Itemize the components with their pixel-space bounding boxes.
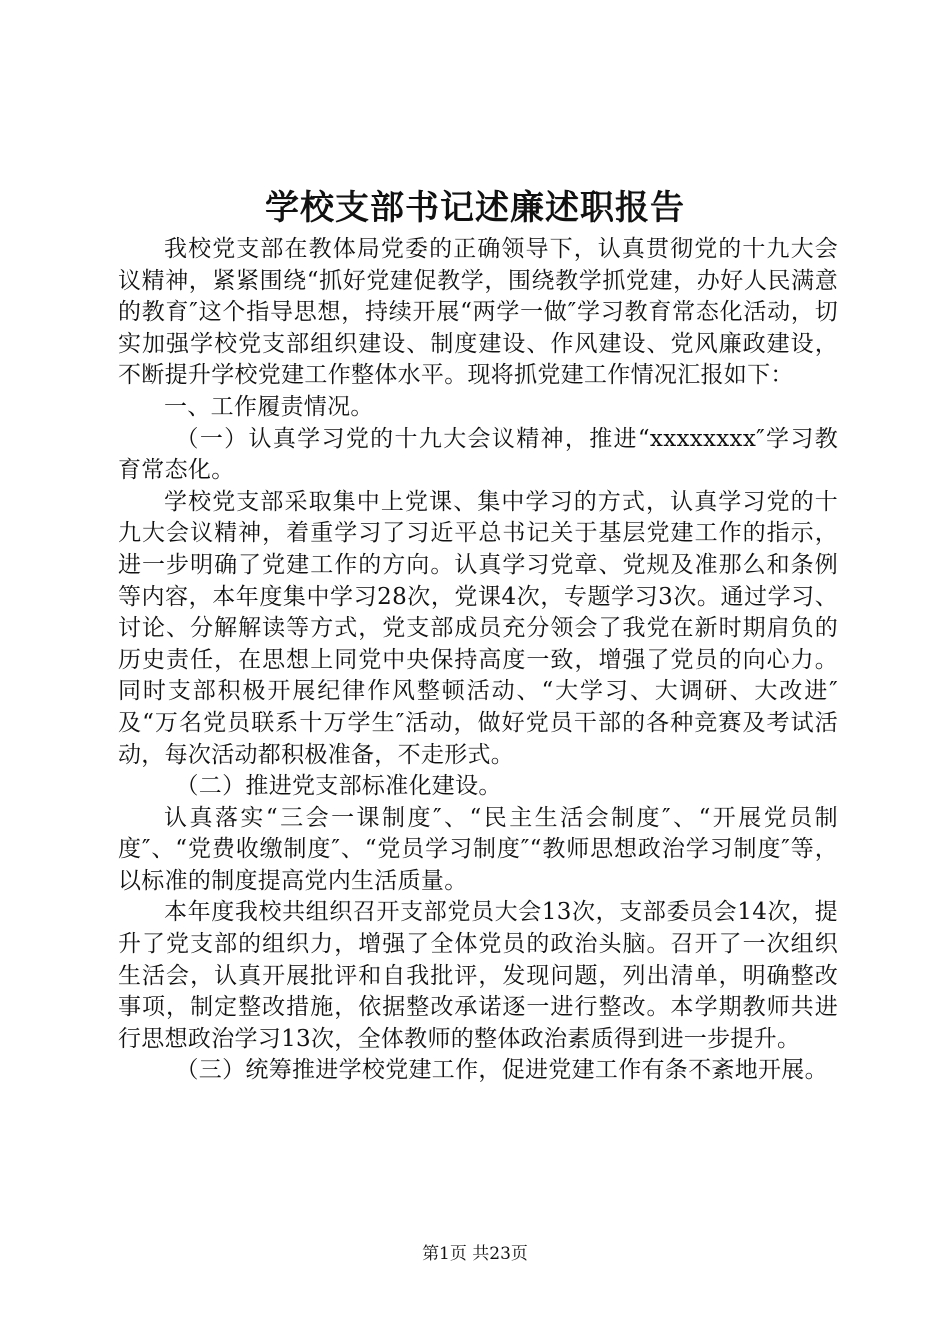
paragraph-study: 学校党支部采取集中上党课、集中学习的方式，认真学习党的十九大会议精神，着重学习了习近平总书记关于基层党建工作的指示，进一步明确了党建工作的方向。认真学习党章、党规及准那么和条例等内容，本年度集中学习28次，党课4次，专题学习3次。通过学习、讨论、分解解读等方式，党支部成员充分领会了我党在新时期肩负的历史责任，在思想上同党中央保持高度一致，增强了党员的向心力。同时支部积极开展纪律作风整顿活动、“大学习、大调研、大改进″及“万名党员联系十万学生″活动，做好党员干部的各种竞赛及考试活动，每次活动都积极准备，不走形式。 bbox=[118, 488, 838, 768]
page-footer: 第1页 共23页 bbox=[422, 1244, 528, 1264]
subheading-1: （一）认真学习党的十九大会议精神，推进“xxxxxxxx″学习教育常态化。 bbox=[118, 425, 838, 484]
paragraph-systems: 认真落实“三会一课制度″、“民主生活会制度″、“开展党员制度″、“党费收缴制度″、“党员学习制度″“教师思想政治学习制度″等，以标准的制度提高党内生活质量。 bbox=[118, 804, 838, 894]
subheading-3: （三）统筹推进学校党建工作，促进党建工作有条不紊地开展。 bbox=[175, 1057, 828, 1084]
document-title: 学校支部书记述廉述职报告 bbox=[265, 188, 685, 228]
subheading-2: （二）推进党支部标准化建设。 bbox=[175, 773, 502, 800]
paragraph-meetings: 本年度我校共组织召开支部党员大会13次，支部委员会14次，提升了党支部的组织力，增强了全体党员的政治头脑。召开了一次组织生活会，认真开展批评和自我批评，发现问题，列出清单，明确整改事项，制定整改措施，依据整改承诺逐一进行整改。本学期教师共进行思想政治学习13次，全体教师的整体政治素质得到进一步提升。 bbox=[118, 899, 838, 1052]
document-body bbox=[118, 234, 838, 1087]
heading-section-1: 一、工作履责情况。 bbox=[164, 393, 374, 420]
paragraph-intro: 我校党支部在教体局党委的正确领导下，认真贯彻党的十九大会议精神，紧紧围绕“抓好党建促教学，围绕教学抓党建，办好人民满意的教育″这个指导思想，持续开展“两学一做″学习教育常态化活动，切实加强学校党支部组织建设、制度建设、作风建设、党风廉政建设，不断提升学校党建工作整体水平。现将抓党建工作情况汇报如下： bbox=[118, 236, 838, 389]
